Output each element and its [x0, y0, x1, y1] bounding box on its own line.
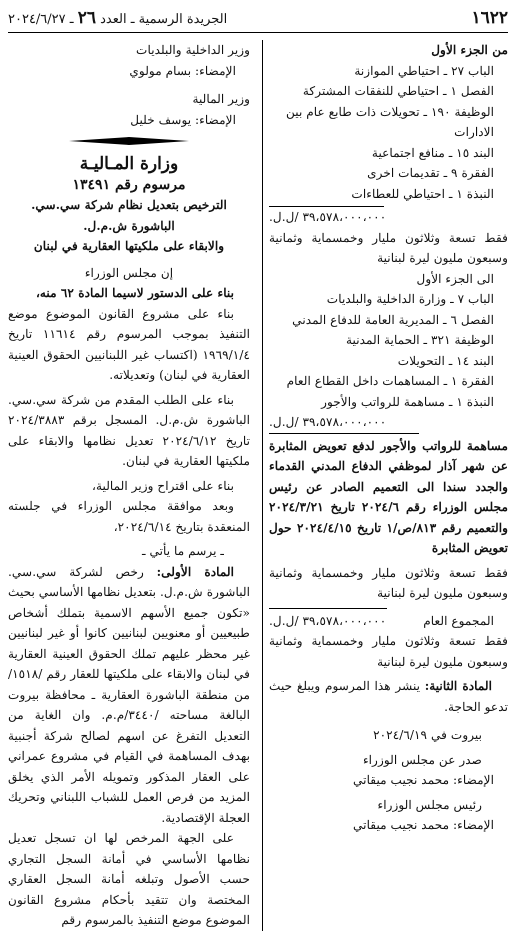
minister-title: وزير المالية	[192, 92, 250, 106]
article-two-label: المادة الثانية:	[424, 679, 493, 693]
budget-line: الوظيفة ٣٢١ ـ الحماية المدنية	[346, 333, 494, 347]
article-two	[269, 676, 508, 717]
budget-line: الباب ٧ ـ وزارة الداخلية والبلديات	[326, 292, 494, 306]
place-date: بيروت في ٢٠٢٤/٦/١٩	[373, 728, 482, 742]
budget-line: الادارات	[454, 125, 494, 139]
budget-line: الوظيفة ١٩٠ ـ تحويلات ذات طابع عام بين	[286, 104, 494, 119]
amount: ٣٩،٥٧٨،٠٠٠،٠٠٠ /ل.ل.	[269, 210, 387, 224]
legal-basis: وبعد موافقة مجلس الوزراء في جلسته المنعقدة بتاريخ ٢٠٢٤/٦/١٤،	[8, 499, 250, 534]
grand-total-label: المجموع العام	[423, 613, 494, 628]
registration-paragraph: على الجهة المرخص لها ان تسجل تعديل نظامها الأساسي في أمانة السجل التجاري حسب الأصول وتبلغه أمانة السجل العقاري المختصة وان تتقيد بأحكام مشروع القانون الموضوع موضع التنفيذ بالمرسوم رقم	[8, 831, 250, 927]
signature-line: الإمضاء: يوسف خليل	[130, 112, 236, 127]
grand-total-amount: ٣٩،٥٧٨،٠٠٠،٠٠٠ /ل.ل.	[269, 613, 387, 628]
decree-number: مرسوم رقم ١٣٤٩١	[72, 176, 186, 193]
decree-subject: والابقاء على ملكيتها العقارية في لبنان	[33, 239, 225, 253]
page-number: ١٦٢٢	[471, 8, 508, 28]
decides-heading: ـ يرسم ما يأتي ـ	[142, 544, 224, 558]
to-part-heading: الى الجزء الأول	[416, 271, 494, 286]
legal-basis: بناء على الطلب المقدم من شركة سي.سي. الباشورة ش.م.ل. المسجل برقم ٢٠٢٤/٣٨٨٣ تاريخ ٢٠٢٤/٦/١٢ تعديل نظامها والابقاء على ملكيتها العقارية في لبنان.	[8, 392, 250, 468]
budget-line: الفقرة ١ ـ المساهمات داخل القطاع العام	[286, 374, 494, 388]
section-separator	[8, 136, 250, 146]
journal-title	[8, 8, 227, 28]
council-heading: إن مجلس الوزراء	[84, 265, 174, 280]
article-two-text: ينشر هذا المرسوم ويبلغ حيث تدعو الحاجة.	[269, 679, 508, 714]
budget-line: الباب ٢٧ ـ احتياطي الموازنة	[354, 63, 494, 78]
article-one-text: رخص لشركة سي.سي. الباشورة ش.م.ل. بتعديل نظامها الأساسي بحيث «تكون جميع الأسهم الاسمية بتملك أشخاص طبيعيين أو معنويين لبنانيين كانوا أو غير لبنانيين غير محظر عليهم تملك الحقوق العينية العقارية في لبنان والابقاء على ملكيتها للعقار رقم /١٥١٨/ من منطقة الباشورة العقارية ـ محافظة بيروت البالغة مساحته /٣٤٤٠/م.م. وان الغاية من التعديل التفرغ عن اسهم لصالح شركة أجنبية بهدف المساهمة في القيام في مشروع عمراني على العقار المذكور وتمويله الأمر الذي يخلق المزيد من فرص العمل للشباب اللبناني وتحريك العجلة الإقتصادية.	[7, 564, 250, 825]
right-column	[262, 40, 508, 931]
decree-subject: الترخيص بتعديل نظام شركة سي.سي.	[31, 198, 227, 212]
budget-line: الفصل ١ ـ احتياطي للنفقات المشتركة	[302, 84, 494, 98]
amount-rule	[269, 433, 419, 434]
decree-subject: الباشورة ش.م.ل.	[83, 218, 175, 233]
budget-line: النبذة ١ ـ مساهمة للرواتب والأجور	[321, 394, 494, 409]
budget-line: البند ١٥ ـ منافع اجتماعية	[371, 145, 494, 160]
minister-title: وزير الداخلية والبلديات	[136, 43, 250, 57]
legal-basis: بناء على الدستور لاسيما المادة ٦٢ منه،	[35, 286, 234, 300]
amount-in-words: فقط تسعة وثلاثون مليار وخمسماية وثمانية وسبعون مليون ليرة لبنانية	[269, 565, 508, 600]
signature-line: الإمضاء: بسام مولوي	[129, 63, 236, 78]
signature-line: الإمضاء: محمد نجيب ميقاتي	[353, 818, 494, 832]
separator-ornament-icon	[69, 136, 189, 146]
legal-basis: بناء على اقتراح وزير المالية،	[92, 478, 234, 493]
two-column-body	[8, 40, 508, 931]
amount-in-words: فقط تسعة وثلاثون مليار وخمسماية وثمانية وسبعون مليون ليرة لبنانية	[269, 634, 508, 669]
from-part-heading: من الجزء الأول	[431, 43, 508, 57]
ministry-title: وزارة المـاليـة	[79, 154, 179, 174]
issue-number: ٢٦	[77, 8, 96, 28]
page-header	[8, 8, 508, 33]
left-column	[8, 40, 262, 931]
article-one-label: المادة الأولى:	[156, 564, 234, 579]
amount-in-words: فقط تسعة وثلاثون مليار وخمسماية وثمانية وسبعون مليون ليرة لبنانية	[269, 230, 508, 265]
budget-line: الفصل ٦ ـ المديرية العامة للدفاع المدني	[292, 312, 494, 327]
contribution-description: مساهمة للرواتب والأجور لدفع تعويض المثابرة عن شهر آذار لموظفي الدفاع المدني القدماء والجدد سندا الى التعميم الصادر عن رئيس مجلس الوزراء رقم ٢٠٢٤/٦ تاريخ ٢٠٢٤/٣/٢١ والتعميم رقم ٨١٣/ص/١ تاريخ ٢٠٢٤/٤/١٥ حول تعويض المثابرة	[269, 438, 508, 555]
issue-date: ـ ٢٠٢٤/٦/٢٧	[8, 12, 74, 27]
signature-line: الإمضاء: محمد نجيب ميقاتي	[353, 773, 494, 787]
total-rule	[269, 608, 387, 609]
issued-by: صدر عن مجلس الوزراء	[362, 752, 482, 767]
grand-total-row	[269, 611, 508, 632]
journal-name: الجريدة الرسمية ـ العدد	[100, 12, 228, 27]
article-one	[8, 562, 250, 829]
budget-line: البند ١٤ ـ التحويلات	[397, 353, 494, 368]
amount: ٣٩،٥٧٨،٠٠٠،٠٠٠ /ل.ل.	[269, 415, 387, 429]
budget-line: النبذة ١ ـ احتياطي للعطاءات	[351, 186, 494, 201]
pm-title: رئيس مجلس الوزراء	[377, 797, 482, 812]
budget-line: الفقرة ٩ ـ تقديمات اخرى	[367, 166, 494, 180]
legal-basis: بناء على مشروع القانون الموضوع موضع التنفيذ بموجب المرسوم رقم ١١٦١٤ تاريخ ١٩٦٩/١/٤ (اكتساب غير اللبنانيين الحقوق العينية العقارية في لبنان) وتعديلاته.	[8, 306, 250, 382]
